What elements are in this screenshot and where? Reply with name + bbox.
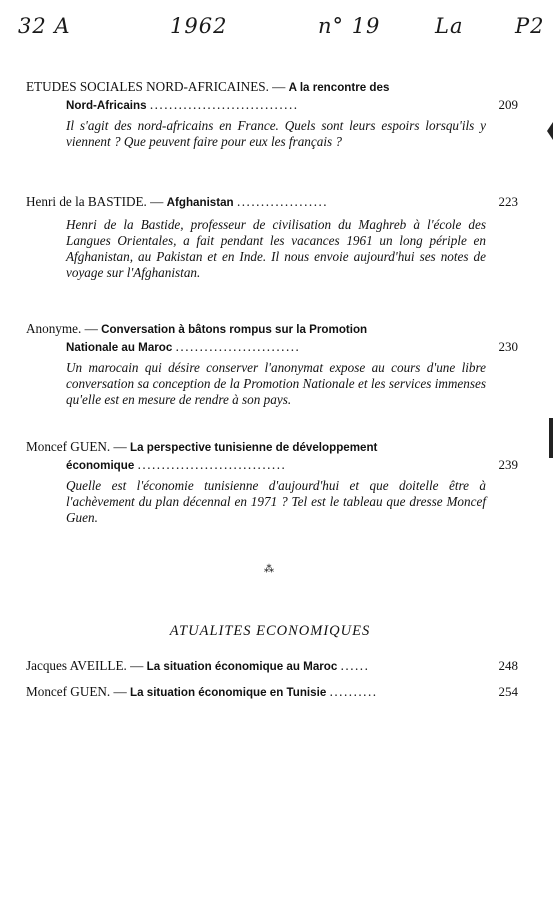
entry-description: Quelle est l'économie tunisienne d'aujourd'hui et que doitelle être à l'achèvement du plan décennal en 1971 ? Tel est le tableau que dresse Moncef Guen.: [66, 478, 486, 525]
entry-heading: [26, 657, 518, 675]
page-number: 248: [498, 658, 518, 673]
entry-heading: [26, 320, 518, 338]
leader-dots: ...............................: [137, 457, 287, 472]
entry-author: Anonyme. —: [26, 321, 98, 336]
section-title: ATUALITES ECONOMIQUES: [169, 623, 371, 639]
entry-heading-line2: [26, 456, 518, 474]
entry-title: économique: [66, 459, 135, 472]
handwritten-note: 32 A: [18, 14, 71, 38]
page-number: 239: [498, 457, 518, 472]
leader-dots: ..........: [329, 684, 378, 699]
entry-heading: [26, 193, 518, 211]
entry-title: Afghanistan: [166, 196, 234, 209]
entry-title: Conversation à bâtons rompus sur la Promotion: [101, 323, 368, 336]
page-number: 223: [498, 194, 518, 209]
leader-dots: ...................: [236, 194, 329, 209]
entry-author: Moncef GUEN. —: [26, 684, 127, 699]
entry-title: Nationale au Maroc: [66, 341, 173, 354]
entry-title: La situation économique en Tunisie: [130, 686, 327, 699]
toc-entry: [26, 78, 518, 150]
entry-title: A la rencontre des: [288, 81, 390, 94]
scan-edge-mark: [547, 122, 553, 140]
entry-author: Henri de la BASTIDE. —: [26, 194, 164, 209]
entry-author: Moncef GUEN. —: [26, 439, 127, 454]
entry-title: La situation économique au Maroc: [146, 660, 338, 673]
section-separator: ⁂: [264, 564, 274, 575]
entry-title: La perspective tunisienne de développement: [130, 441, 378, 454]
entry-heading: [26, 683, 518, 701]
entry-heading-line2: [26, 96, 518, 114]
page-number: 254: [498, 684, 518, 699]
handwritten-year: 1962: [170, 14, 228, 38]
toc-entry: [26, 320, 518, 408]
handwritten-note: P2: [515, 14, 545, 38]
entry-author: ETUDES SOCIALES NORD-AFRICAINES. —: [26, 79, 286, 94]
entry-heading-line2: [26, 338, 518, 356]
handwritten-note: La: [435, 14, 464, 38]
entry-title: Nord-Africains: [66, 99, 147, 112]
handwritten-issue-number: n° 19: [318, 14, 381, 38]
leader-dots: ..........................: [175, 339, 301, 354]
leader-dots: ...............................: [149, 97, 299, 112]
entry-author: Jacques AVEILLE. —: [26, 658, 144, 673]
toc-entry: [26, 193, 518, 281]
toc-entry: [26, 438, 518, 526]
entry-description: Il s'agit des nord-africains en France. Quels sont leurs espoirs lorsqu'ils y viennent ? Que peuvent faire pour eux les français ?: [66, 118, 486, 149]
entry-heading: [26, 78, 518, 96]
scan-edge-mark: [549, 418, 553, 458]
toc-entry: [26, 657, 518, 675]
entry-description: Un marocain qui désire conserver l'anonymat expose au cours d'une libre conversation sa conception de la Promotion Nationale et les services immenses qu'elle est en mesure de rendre à son pays.: [66, 360, 486, 407]
page-number: 209: [498, 97, 518, 112]
leader-dots: ......: [340, 658, 370, 673]
entry-description: Henri de la Bastide, professeur de civilisation du Maghreb à l'école des Langues Orientales, a fait pendant les vacances 1961 un long périple en Afghanistan, au Pakistan et en Inde. Il nous envoie aujourd'hui ses notes de voyage sur l'Afghanistan.: [66, 217, 486, 280]
entry-heading: [26, 438, 518, 456]
page-number: 230: [498, 339, 518, 354]
toc-entry: [26, 683, 518, 701]
